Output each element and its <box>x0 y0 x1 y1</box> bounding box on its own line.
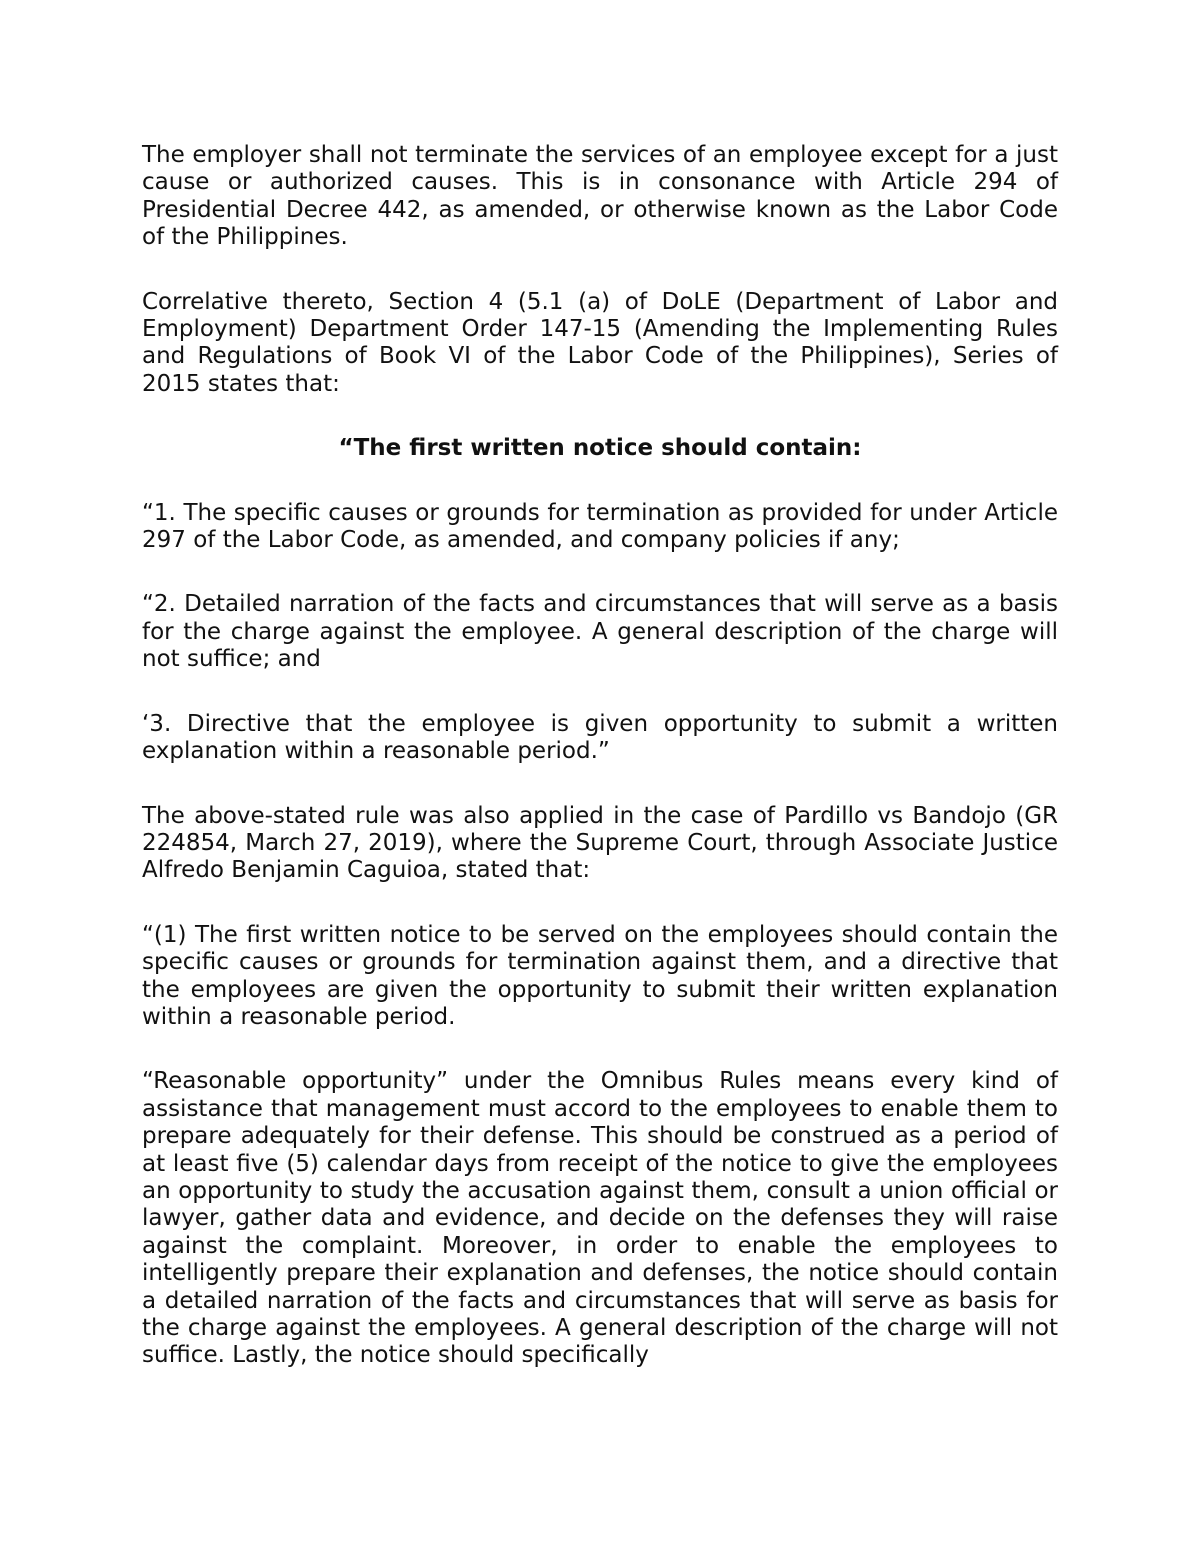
notice-heading: “The first written notice should contain: <box>338 435 862 462</box>
paragraph-pardillo-case: The above-stated rule was also applied in the case of Pardillo vs Bandojo (GR 224854, March 27, 2019), where the Supreme Court, through Associate Justice Alfredo Benjamin Caguioa, stated that: <box>142 802 1058 884</box>
notice-item-1: “1. The specific causes or grounds for termination as provided for under Article 297 of the Labor Code, as amended, and company policies if any; <box>142 499 1058 554</box>
paragraph-dole-order: Correlative thereto, Section 4 (5.1 (a) of DoLE (Department of Labor and Employment) Department Order 147-15 (Amending the Implementing Rules and Regulations of Book VI of the Labor Code of the Philippines), Series of 2015 states that: <box>142 288 1058 397</box>
notice-item-3: ‘3. Directive that the employee is given opportunity to submit a written explanation within a reasonable period.” <box>142 710 1058 765</box>
paragraph-reasonable-opportunity: “Reasonable opportunity” under the Omnibus Rules means every kind of assistance that management must accord to the employees to enable them to prepare adequately for their defense. This should be construed as a period of at least five (5) calendar days from receipt of the notice to give the employees an opportunity to study the accusation against them, consult a union official or lawyer, gather data and evidence, and decide on the defenses they will raise against the complaint. Moreover, in order to enable the employees to intelligently prepare their explanation and defenses, the notice should contain a detailed narration of the facts and circumstances that will serve as basis for the charge against the employees. A general description of the charge will not suffice. Lastly, the notice should specifically <box>142 1068 1058 1369</box>
paragraph-court-quote: “(1) The first written notice to be served on the employees should contain the specific causes or grounds for termination against them, and a directive that the employees are given the opportunity to submit their written explanation within a reasonable period. <box>142 921 1058 1030</box>
paragraph-termination-rule: The employer shall not terminate the services of an employee except for a just cause or authorized causes. This is in consonance with Article 294 of Presidential Decree 442, as amended, or otherwise known as the Labor Code of the Philippines. <box>142 142 1058 251</box>
document-body <box>142 142 1058 1370</box>
notice-item-2: “2. Detailed narration of the facts and circumstances that will serve as a basis for the charge against the employee. A general description of the charge will not suffice; and <box>142 591 1058 673</box>
